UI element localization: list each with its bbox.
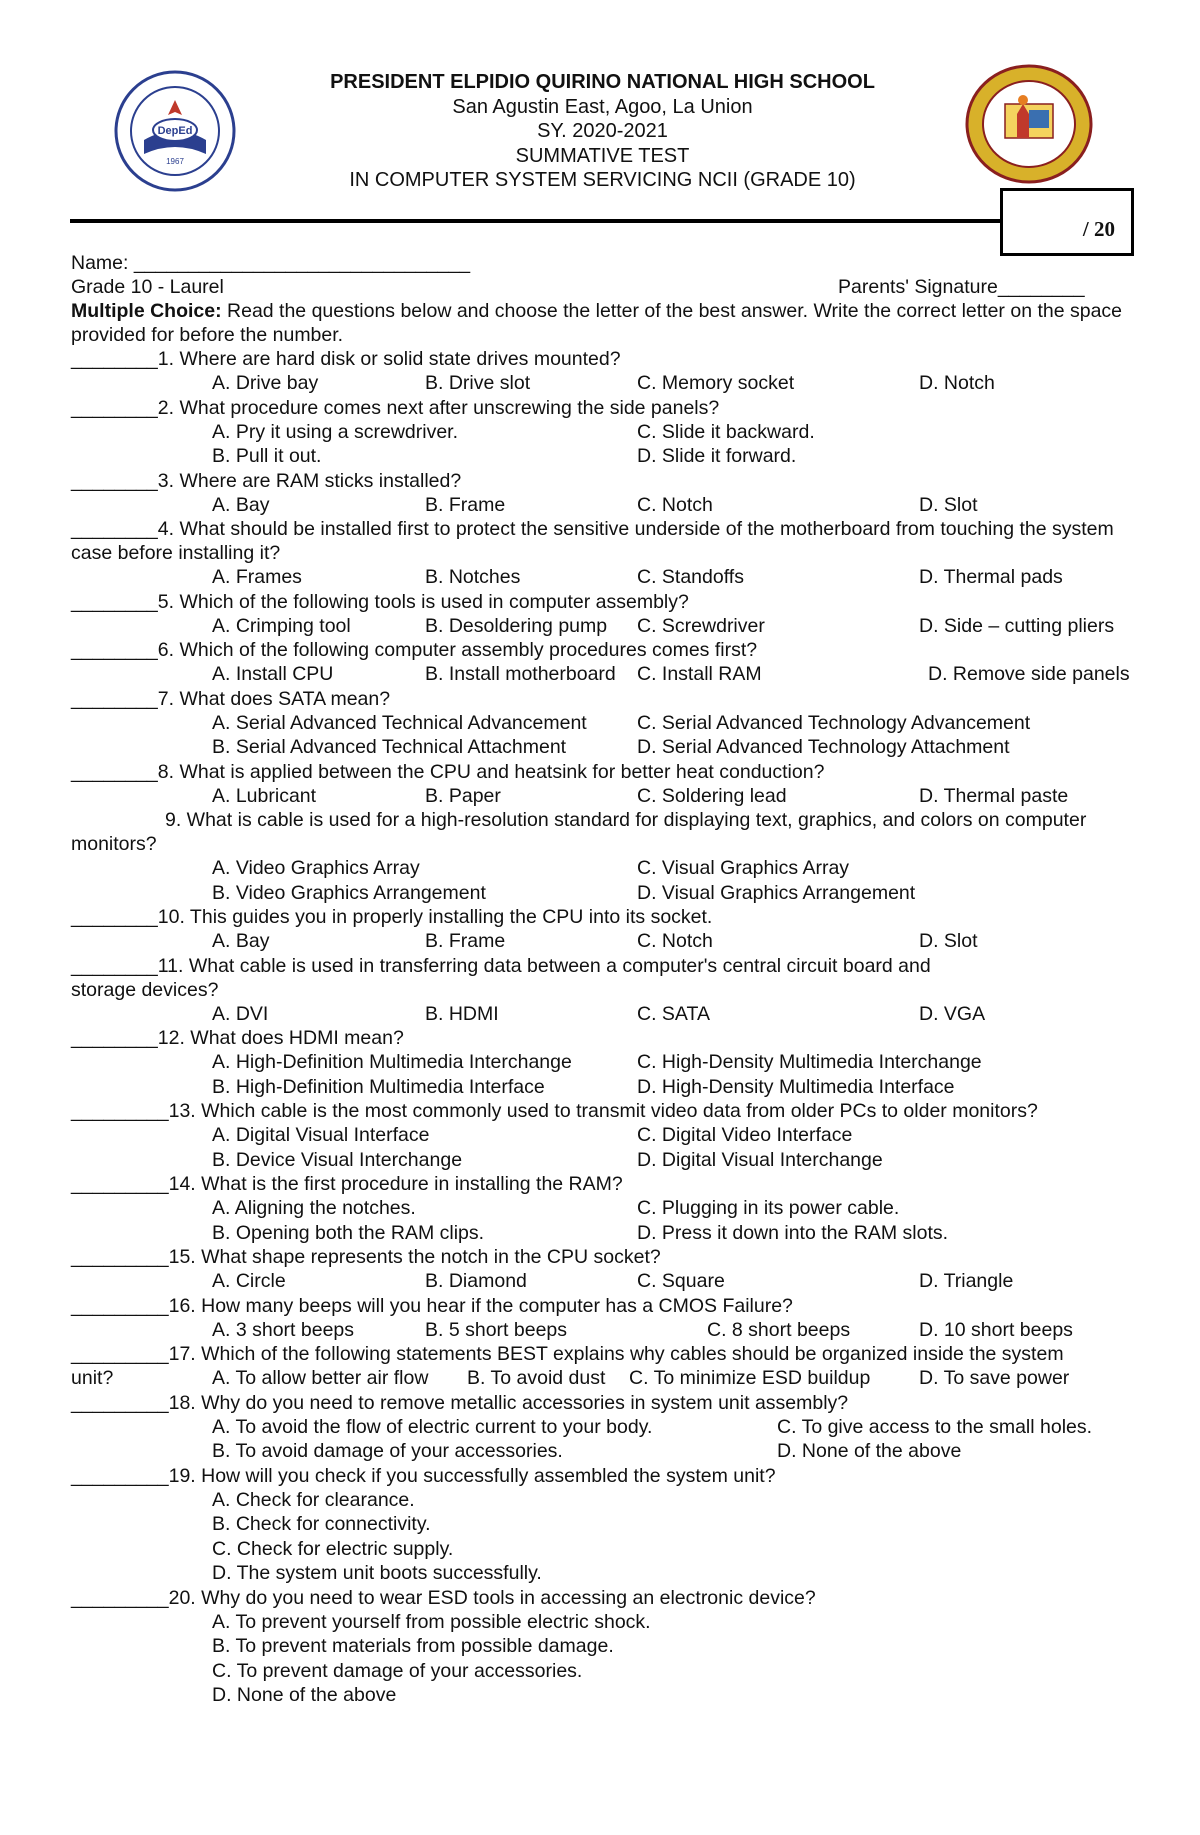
option-a: A. Install CPU	[212, 663, 334, 685]
option-b: B. Opening both the RAM clips.	[212, 1221, 485, 1244]
option-b: B. Frame	[425, 493, 506, 516]
option-d: D. Thermal paste	[919, 784, 1069, 807]
option-c: C. Serial Advanced Technology Advancement	[637, 711, 1031, 734]
name-line: Name: _______________________________	[71, 252, 471, 274]
options-4	[71, 565, 1151, 590]
option-d: D. Slot	[919, 493, 978, 516]
option-c: C. Plugging in its power cable.	[637, 1197, 900, 1219]
option-a: A. 3 short beeps	[212, 1318, 355, 1341]
grade-line	[71, 275, 1151, 299]
seal-year: 1967	[166, 157, 184, 166]
option-b: B. Device Visual Interchange	[212, 1148, 463, 1171]
option-b: B. To avoid dust	[467, 1367, 606, 1389]
question-10: ________10. This guides you in properly installing the CPU into its socket.	[71, 906, 713, 928]
option-d: D. To save power	[919, 1367, 1070, 1389]
question-19: _________19. How will you check if you successfully assembled the system unit?	[71, 1464, 776, 1487]
option-a: A. Pry it using a screwdriver.	[212, 420, 458, 443]
option-c: C. Check for electric supply.	[212, 1537, 454, 1560]
options-14b	[71, 1221, 1151, 1246]
instructions-label: Multiple Choice:	[71, 300, 222, 322]
options-17	[71, 1366, 1151, 1391]
question-18: _________18. Why do you need to remove metallic accessories in system unit assembly?	[71, 1391, 849, 1414]
question-6: ________6. Which of the following computer assembly procedures comes first?	[71, 639, 758, 661]
option-a: A. Video Graphics Array	[212, 857, 420, 879]
option-b: B. Serial Advanced Technical Attachment	[212, 736, 567, 758]
options-13b	[71, 1148, 1151, 1173]
option-c: C. Memory socket	[637, 372, 795, 394]
header-divider	[70, 219, 1000, 223]
question-2: ________2. What procedure comes next after unscrewing the side panels?	[71, 396, 720, 419]
option-c: C. To give access to the small holes.	[777, 1415, 1093, 1438]
option-a: A. To avoid the flow of electric current to your body.	[212, 1415, 653, 1438]
option-a: A. Crimping tool	[212, 614, 351, 637]
option-c: C. To minimize ESD buildup	[629, 1367, 871, 1389]
option-d: D. Visual Graphics Arrangement	[637, 881, 916, 904]
question-16: _________16. How many beeps will you hear if the computer has a CMOS Failure?	[71, 1294, 793, 1317]
option-a: A. DVI	[212, 1002, 269, 1025]
option-c: C. Screwdriver	[637, 614, 765, 637]
option-d: D. Press it down into the RAM slots.	[637, 1221, 949, 1244]
question-4: ________4. What should be installed first to protect the sensitive underside of the motherboard from touching the system case before installing it?	[71, 518, 1114, 564]
options-12b	[71, 1075, 1151, 1100]
options-7b	[71, 735, 1151, 760]
option-c: C. To prevent damage of your accessories.	[212, 1659, 583, 1682]
options-1	[71, 371, 1151, 396]
option-b: B. Drive slot	[425, 372, 531, 394]
question-7: ________7. What does SATA mean?	[71, 687, 391, 710]
instructions-text: Read the questions below and choose the letter of the best answer. Write the correct letter on the space provided for before the number.	[71, 300, 1123, 346]
options-3	[71, 493, 1151, 518]
option-a: A. Aligning the notches.	[212, 1197, 416, 1219]
question-17: _________17. Which of the following statements BEST explains why cables should be organized inside the system	[71, 1343, 1064, 1365]
option-a: A. Digital Visual Interface	[212, 1124, 430, 1146]
option-c: C. Standoffs	[637, 566, 744, 588]
option-a: A. Serial Advanced Technical Advancement	[212, 711, 587, 734]
option-b: B. Desoldering pump	[425, 614, 608, 637]
options-18b	[71, 1439, 1151, 1464]
instructions	[71, 299, 1151, 347]
option-d: D. Slot	[919, 930, 978, 952]
options-7a	[71, 711, 1151, 736]
seal-text: DepEd	[157, 125, 193, 137]
option-c: C. Visual Graphics Array	[637, 857, 850, 879]
options-14a	[71, 1196, 1151, 1221]
option-c: C. SATA	[637, 1002, 710, 1025]
option-c: C. Slide it backward.	[637, 420, 815, 443]
options-2a	[71, 420, 1151, 445]
option-d: D. 10 short beeps	[919, 1318, 1073, 1341]
question-15: _________15. What shape represents the notch in the CPU socket?	[71, 1246, 661, 1268]
option-d: D. None of the above	[212, 1684, 397, 1706]
option-a: A. High-Definition Multimedia Interchange	[212, 1051, 572, 1073]
test-body	[71, 251, 1151, 1708]
option-c: C. Install RAM	[637, 663, 762, 685]
option-b: B. To avoid damage of your accessories.	[212, 1440, 563, 1462]
options-12a	[71, 1050, 1151, 1075]
option-c: C. 8 short beeps	[707, 1318, 851, 1341]
option-b: B. 5 short beeps	[425, 1318, 568, 1341]
option-b: B. Paper	[425, 784, 501, 807]
option-a: A. Bay	[212, 930, 270, 952]
options-9b	[71, 881, 1151, 906]
option-c: C. High-Density Multimedia Interchange	[637, 1051, 982, 1073]
question-9: 9. What is cable is used for a high-resolution standard for displaying text, graphics, and colors on computer monitors?	[71, 809, 1087, 855]
school-year: SY. 2020-2021	[537, 120, 668, 142]
school-seal-logo	[114, 70, 236, 192]
option-a: A. Frames	[212, 566, 302, 588]
parents-signature: Parents' Signature________	[838, 276, 1085, 298]
option-a: A. To prevent yourself from possible electric shock.	[212, 1610, 651, 1633]
options-8	[71, 784, 1151, 809]
option-d: D. Side – cutting pliers	[919, 614, 1115, 637]
options-6	[71, 662, 1151, 687]
option-c: C. Square	[637, 1270, 725, 1292]
question-14: _________14. What is the first procedure in installing the RAM?	[71, 1173, 623, 1195]
question-3: ________3. Where are RAM sticks installed?	[71, 469, 462, 492]
option-b: B. Frame	[425, 930, 506, 952]
options-18a	[71, 1415, 1151, 1440]
option-c: C. Soldering lead	[637, 784, 787, 807]
option-b: B. Install motherboard	[425, 663, 616, 685]
option-d: D. Notch	[919, 372, 995, 394]
test-title: SUMMATIVE TEST	[515, 144, 690, 167]
question-17-continued: unit?	[71, 1367, 114, 1389]
option-a: A. Circle	[212, 1270, 286, 1292]
option-b: B. Check for connectivity.	[212, 1513, 431, 1535]
options-9a	[71, 856, 1151, 881]
option-a: A. Check for clearance.	[212, 1488, 415, 1511]
option-d: D. Thermal pads	[919, 566, 1063, 588]
option-a: A. Bay	[212, 493, 270, 516]
option-d: D. None of the above	[777, 1440, 962, 1462]
option-d: D. VGA	[919, 1002, 986, 1025]
option-c: C. Notch	[637, 930, 713, 952]
options-2b	[71, 444, 1151, 469]
option-d: D. The system unit boots successfully.	[212, 1562, 542, 1584]
options-10	[71, 929, 1151, 954]
school-name: PRESIDENT ELPIDIO QUIRINO NATIONAL HIGH SCHOOL	[330, 71, 875, 93]
question-8: ________8. What is applied between the CPU and heatsink for better heat conduction?	[71, 760, 825, 783]
option-d: D. Slide it forward.	[637, 445, 797, 467]
question-13: _________13. Which cable is the most commonly used to transmit video data from older PCs to older monitors?	[71, 1100, 1038, 1122]
option-b: B. Video Graphics Arrangement	[212, 881, 486, 904]
option-a: A. Drive bay	[212, 372, 319, 394]
option-b: B. High-Definition Multimedia Interface	[212, 1075, 545, 1098]
option-b: B. HDMI	[425, 1002, 499, 1025]
option-d: D. High-Density Multimedia Interface	[637, 1075, 955, 1098]
options-5	[71, 614, 1151, 639]
test-subject: IN COMPUTER SYSTEM SERVICING NCII (GRADE 10)	[349, 169, 856, 191]
option-c: C. Notch	[637, 493, 713, 516]
option-b: B. To prevent materials from possible damage.	[212, 1635, 614, 1657]
option-a: A. Lubricant	[212, 784, 317, 807]
score-box: / 20	[1000, 188, 1134, 256]
header-block	[270, 70, 935, 193]
question-11: ________11. What cable is used in transferring data between a computer's central circuit board and storage devices?	[71, 954, 931, 1001]
options-15	[71, 1269, 1151, 1294]
options-13a	[71, 1123, 1151, 1148]
question-1: ________1. Where are hard disk or solid state drives mounted?	[71, 348, 621, 370]
options-16	[71, 1318, 1151, 1343]
option-a: A. To allow better air flow	[212, 1367, 429, 1389]
option-d: D. Digital Visual Interchange	[637, 1148, 883, 1171]
question-12: ________12. What does HDMI mean?	[71, 1027, 404, 1049]
option-c: C. Digital Video Interface	[637, 1124, 853, 1146]
question-5: ________5. Which of the following tools is used in computer assembly?	[71, 590, 689, 613]
option-d: D. Serial Advanced Technology Attachment	[637, 736, 1010, 758]
option-d: D. Triangle	[919, 1270, 1014, 1292]
option-b: B. Diamond	[425, 1270, 527, 1292]
option-d: D. Remove side panels	[928, 663, 1130, 685]
division-seal-logo	[965, 64, 1093, 184]
grade-section: Grade 10 - Laurel	[71, 276, 224, 298]
options-11	[71, 1002, 1151, 1027]
option-b: B. Notches	[425, 566, 521, 588]
school-address: San Agustin East, Agoo, La Union	[452, 95, 753, 118]
question-20: _________20. Why do you need to wear ESD tools in accessing an electronic device?	[71, 1586, 816, 1609]
option-b: B. Pull it out.	[212, 445, 322, 467]
